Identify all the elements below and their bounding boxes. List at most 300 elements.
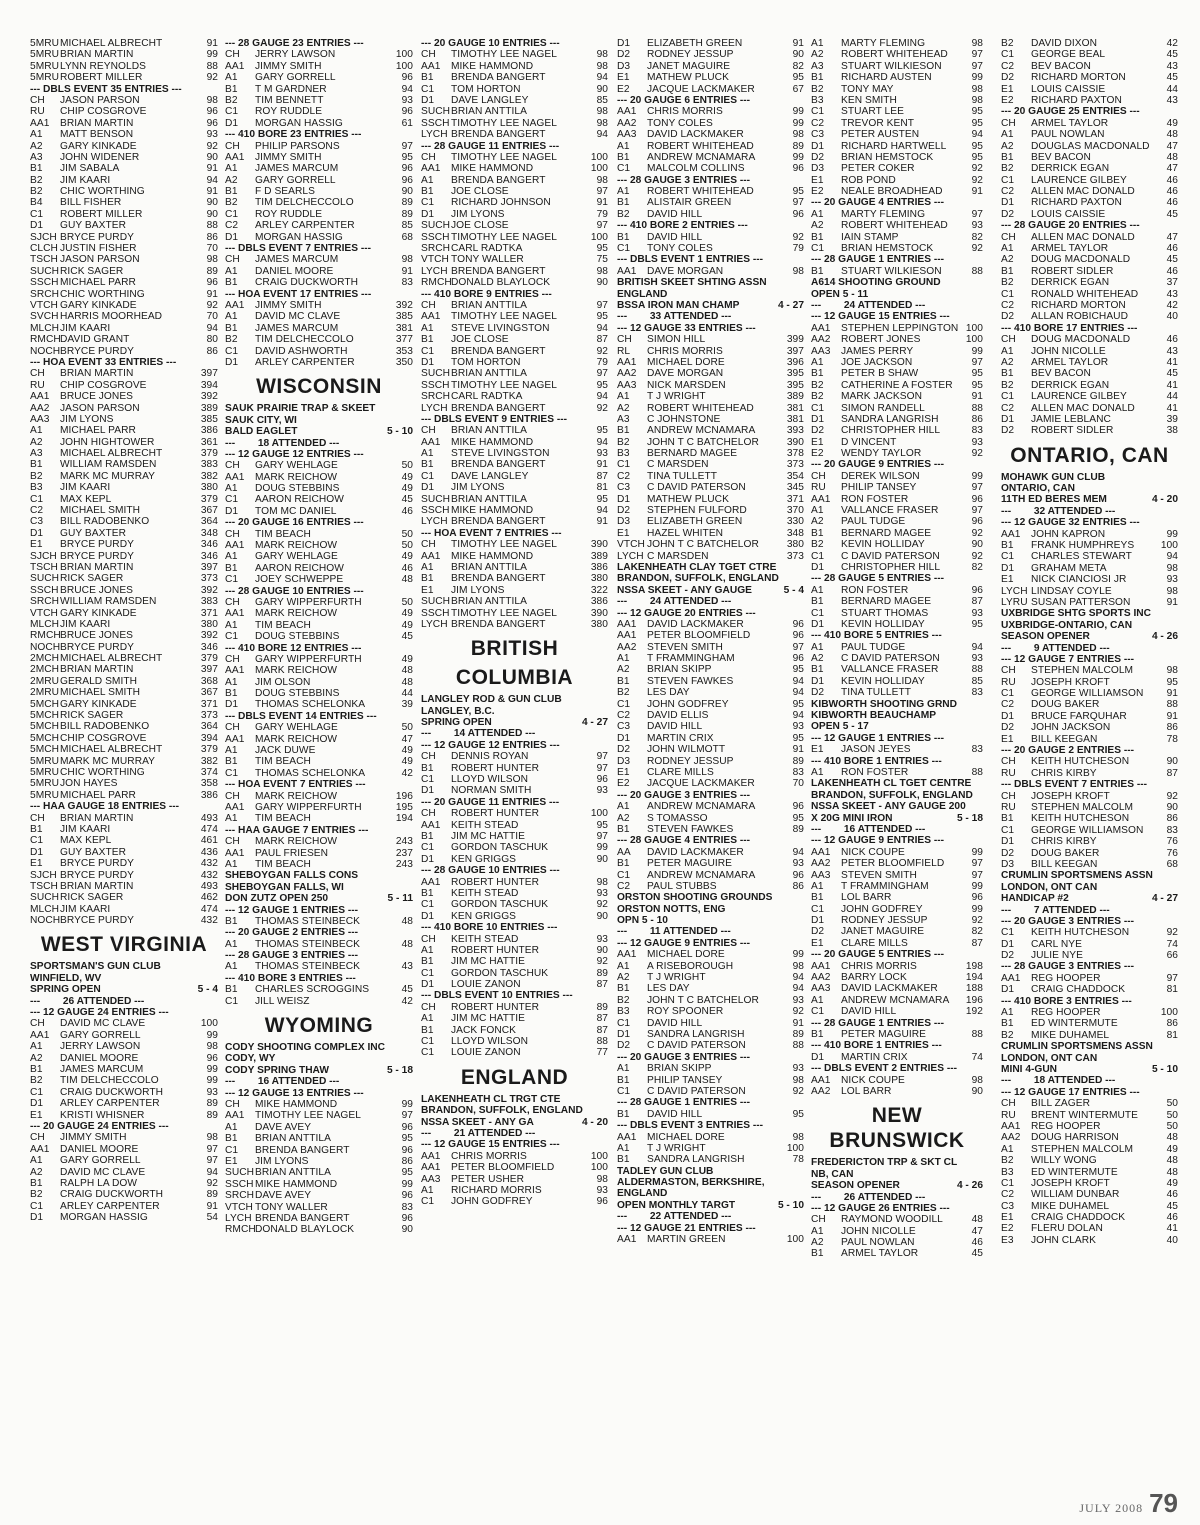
shooter-name: PHILIP TANSEY <box>647 1074 723 1086</box>
shoot-name: BSSA IRON MAN CHAMP <box>617 299 740 311</box>
result-row <box>617 197 804 208</box>
score: 88 <box>971 767 983 778</box>
result-row <box>617 642 804 653</box>
shooter-name: BRIAN MARTIN <box>60 561 134 573</box>
class-code: B1 <box>225 322 238 334</box>
score: 46 <box>971 1237 983 1249</box>
shooter-name: MICHAEL PARR <box>60 277 136 289</box>
shooter-name: STEVEN SMITH <box>841 869 917 881</box>
shooter-name: DAVID ELLIS <box>647 710 709 722</box>
score: 49 <box>401 653 413 665</box>
score: 95 <box>792 664 804 676</box>
shooter-name: ROBERT WHITEHEAD <box>647 402 754 414</box>
class-code: D1 <box>421 979 435 991</box>
class-code: C1 <box>30 493 44 505</box>
shooter-name: ROBERT WHITEHEAD <box>647 186 754 198</box>
result-row <box>225 722 413 733</box>
shooter-name: GORDON TASCHUK <box>451 967 549 979</box>
shooter-name: CLARE MILLS <box>647 767 714 778</box>
result-row <box>30 220 218 231</box>
result-row <box>30 630 218 641</box>
result-row <box>421 888 608 899</box>
shooter-name: CHARLES SCROGGINS <box>255 984 370 996</box>
shooter-name: BRIAN ANTTILA <box>451 493 527 505</box>
class-code: LYCH <box>421 516 448 528</box>
event-header: --- 20 GAUGE 4 ENTRIES --- <box>811 197 945 209</box>
score: 82 <box>971 561 983 573</box>
score: 91 <box>792 744 804 756</box>
class-code: SUCH <box>421 368 451 380</box>
score: 99 <box>401 1178 413 1190</box>
club-info-line: CODY SHOOTING COMPLEX INC <box>225 1042 385 1054</box>
result-row <box>421 877 608 888</box>
result-row <box>421 1025 608 1036</box>
class-code: CH <box>30 94 45 106</box>
class-code: D3 <box>617 755 631 767</box>
result-row <box>30 118 218 129</box>
shooter-name: MICHAEL DORE <box>647 949 725 961</box>
class-code: A1 <box>617 653 630 665</box>
shooter-name: BRIAN ANTTILA <box>451 561 527 573</box>
class-code: 5MCH <box>30 732 60 744</box>
result-row <box>225 494 413 505</box>
result-row <box>1001 1201 1178 1212</box>
shooter-name: REG HOOPER <box>1031 1120 1101 1132</box>
result-row <box>225 608 413 619</box>
shooter-name: GARY WIPPERFURTH <box>255 802 362 813</box>
event-header: --- 12 GAUGE 12 ENTRIES --- <box>421 739 560 751</box>
score: 392 <box>200 630 218 642</box>
shooter-name: DANIEL MOORE <box>255 265 334 277</box>
class-code: SRCH <box>225 1190 255 1202</box>
score: 92 <box>971 915 983 927</box>
shooter-name: LOL BARR <box>841 1085 892 1097</box>
score: 378 <box>786 448 804 460</box>
result-row <box>811 505 983 516</box>
class-code: E1 <box>225 1155 238 1167</box>
class-code: CH <box>1001 1098 1016 1110</box>
shooter-name: ROY RUDDLE <box>255 106 323 118</box>
shooter-name: STEVEN FAWKES <box>647 675 734 687</box>
score: 196 <box>395 790 413 802</box>
shooter-name: DOUG STEBBINS <box>255 631 340 643</box>
result-row <box>421 84 608 95</box>
shooter-name: LAURENCE GILBEY <box>1031 174 1127 186</box>
score: 93 <box>596 933 608 945</box>
shooter-name: TIMOTHY LEE NAGEL <box>451 379 557 391</box>
result-row <box>1001 1007 1178 1018</box>
result-row <box>617 459 804 470</box>
result-row <box>811 141 983 152</box>
class-code: D1 <box>421 910 435 922</box>
result-row <box>225 813 413 824</box>
shooter-name: JOE CLOSE <box>451 334 509 346</box>
shooter-name: JERRY LAWSON <box>255 49 336 61</box>
shooter-name: JAMES MARCUM <box>255 163 339 175</box>
class-code: AA2 <box>617 117 637 129</box>
shooter-name: DAVID HILL <box>647 1017 703 1029</box>
result-row <box>421 585 608 596</box>
shooter-name: MORGAN HASSIG <box>255 231 343 243</box>
shooter-name: BRENDA BANGERT <box>451 129 546 141</box>
score: 382 <box>200 470 218 482</box>
event-header: --- 20 GAUGE 10 ENTRIES --- <box>421 38 560 49</box>
score: 96 <box>596 774 608 786</box>
score: 91 <box>792 38 804 49</box>
score: 88 <box>792 1040 804 1052</box>
shoot-date: 5 - 10 <box>777 1199 804 1211</box>
shoot-date: 4 - 20 <box>1151 494 1178 506</box>
event-header: --- HOA EVENT 7 ENTRIES --- <box>421 527 562 539</box>
class-code: B1 <box>617 983 630 995</box>
score: 95 <box>401 1133 413 1145</box>
class-code: E1 <box>1001 574 1014 586</box>
shooter-name: DOUG MACDONALD <box>1031 254 1131 266</box>
shooter-name: THOMAS STEINBECK <box>255 961 360 973</box>
shooter-name: JON HAYES <box>60 778 118 790</box>
score: 42 <box>1166 299 1178 311</box>
score: 70 <box>206 311 218 323</box>
class-code: B1 <box>1001 368 1014 380</box>
score: 370 <box>786 505 804 517</box>
class-code: AA1 <box>421 876 441 888</box>
class-code: C1 <box>1001 1177 1015 1189</box>
shooter-name: BRIAN ANTTILA <box>255 1133 331 1145</box>
class-code: C1 <box>617 1017 631 1029</box>
shooter-name: JIM KAARI <box>60 482 111 494</box>
score: 95 <box>596 493 608 505</box>
score: 94 <box>792 846 804 858</box>
score: 45 <box>401 984 413 996</box>
result-row <box>617 334 804 345</box>
result-row <box>1001 277 1178 288</box>
class-code: A1 <box>225 813 238 825</box>
shooter-name: SANDRA LANGRISH <box>647 1028 745 1040</box>
score: 97 <box>596 299 608 311</box>
class-code: A1 <box>225 858 238 870</box>
event-header: --- 12 GAUGE 24 ENTRIES --- <box>30 1007 169 1019</box>
shooter-name: JOHN T C BATCHELOR <box>647 994 759 1006</box>
shooter-name: STEVE LIVINGSTON <box>451 322 550 334</box>
shoot-date: 5 - 4 <box>783 584 804 596</box>
class-code: B2 <box>811 539 824 551</box>
class-code: B2 <box>30 470 43 482</box>
class-code: A1 <box>811 38 824 49</box>
shooter-name: F D SEARLS <box>255 186 315 198</box>
score: 96 <box>401 174 413 186</box>
score: 95 <box>792 1108 804 1120</box>
result-row <box>617 619 804 630</box>
attendance-line: --- 24 ATTENDED --- <box>811 299 926 311</box>
score: 45 <box>1166 49 1178 61</box>
result-row <box>617 699 804 710</box>
class-code: CLCH <box>30 243 58 255</box>
result-row <box>1001 768 1178 779</box>
score: 96 <box>401 72 413 84</box>
class-code: C1 <box>811 903 825 915</box>
result-row <box>617 38 804 49</box>
class-code: CH <box>225 836 240 848</box>
score: 74 <box>971 1051 983 1063</box>
club-info-line: SAUK CITY, WI <box>225 414 297 426</box>
class-code: A1 <box>811 767 824 778</box>
shooter-name: MIKE HAMMOND <box>451 60 534 72</box>
score: 90 <box>596 83 608 95</box>
shooter-name: T M GARDNER <box>255 83 327 95</box>
result-row <box>30 858 218 869</box>
class-code: D2 <box>617 744 631 756</box>
result-row <box>1001 1132 1178 1143</box>
class-code: B1 <box>617 231 630 243</box>
class-code: B2 <box>811 83 824 95</box>
result-row <box>811 858 983 869</box>
class-code: RMCH <box>421 277 452 289</box>
class-code: SJCH <box>30 550 57 562</box>
class-code: B2 <box>1001 1029 1014 1041</box>
result-row <box>421 494 608 505</box>
class-code: AA1 <box>225 151 245 163</box>
shooter-name: STEVEN SMITH <box>647 641 723 653</box>
score: 95 <box>401 1167 413 1179</box>
score: 97 <box>971 60 983 72</box>
score: 90 <box>206 208 218 220</box>
score: 390 <box>590 539 608 551</box>
result-row <box>225 802 413 813</box>
score: 93 <box>401 94 413 106</box>
result-row <box>225 1224 413 1235</box>
shooter-name: ARMEL TAYLOR <box>841 1248 919 1260</box>
result-row <box>1001 311 1178 322</box>
shooter-name: MARTY FLEMING <box>841 208 926 220</box>
result-row <box>421 391 608 402</box>
result-row <box>421 459 608 470</box>
score: 99 <box>206 1075 218 1087</box>
class-code: C2 <box>1001 60 1015 72</box>
class-code: E2 <box>811 448 824 460</box>
shoot-title-line <box>225 426 413 437</box>
score: 196 <box>965 994 983 1006</box>
result-row <box>225 916 413 927</box>
shooter-name: DONALD BLAYLOCK <box>451 277 551 289</box>
score: 81 <box>1166 1029 1178 1041</box>
shooter-name: JIM MC HATTIE <box>451 956 526 968</box>
result-row <box>617 778 804 789</box>
score: 86 <box>971 413 983 425</box>
class-code: VTCH <box>617 539 645 551</box>
class-code: B2 <box>617 687 630 699</box>
result-row <box>1001 1155 1178 1166</box>
score: 100 <box>200 1018 218 1030</box>
result-row <box>30 129 218 140</box>
result-row <box>30 573 218 584</box>
score: 358 <box>200 778 218 790</box>
shooter-name: DOUG STEBBINS <box>255 688 340 700</box>
result-row <box>617 1006 804 1017</box>
class-code: A1 <box>811 1225 824 1237</box>
score: 93 <box>596 1184 608 1196</box>
shooter-name: DAVID LACKMAKER <box>841 983 938 995</box>
shooter-name: MARK MC MURRAY <box>60 755 156 767</box>
result-row <box>30 334 218 345</box>
score: 82 <box>792 60 804 72</box>
shoot-title-line <box>617 1200 804 1211</box>
shooter-name: GEORGE WILLIAMSON <box>1031 688 1144 700</box>
class-code: AA2 <box>811 858 831 870</box>
score: 50 <box>401 460 413 472</box>
event-header: --- 12 GAUGE 33 ENTRIES --- <box>617 322 756 334</box>
event-header: --- 20 GAUGE 24 ENTRIES --- <box>30 1120 169 1132</box>
shooter-name: ROY SPOONER <box>647 1006 724 1018</box>
shooter-name: MICHAEL DORE <box>647 1131 725 1143</box>
class-code: B1 <box>421 459 434 471</box>
shooter-name: JANET MAGUIRE <box>841 926 925 938</box>
class-code: C1 <box>617 698 631 710</box>
shoot-title-line <box>811 1180 983 1191</box>
class-code: C1 <box>421 967 435 979</box>
class-code: C1 <box>421 83 435 95</box>
club-info-line: MOHAWK GUN CLUB <box>1001 471 1106 483</box>
class-code: D2 <box>1001 425 1015 437</box>
score: 50 <box>401 596 413 608</box>
result-row <box>811 61 983 72</box>
result-row <box>617 368 804 379</box>
class-code: AA1 <box>225 540 245 552</box>
score: 380 <box>200 482 218 494</box>
attendance-line: --- 21 ATTENDED --- <box>421 1127 536 1139</box>
result-row <box>421 911 608 922</box>
result-row <box>811 619 983 630</box>
shoot-date: 5 - 18 <box>386 1064 413 1076</box>
result-row <box>1001 665 1178 676</box>
class-code: E1 <box>617 527 630 539</box>
shooter-name: TOM HORTON <box>451 356 521 368</box>
class-code: B1 <box>1001 151 1014 163</box>
result-row <box>1001 551 1178 562</box>
class-code: AA2 <box>811 972 831 984</box>
class-code: B1 <box>225 562 238 574</box>
score: 43 <box>1166 345 1178 357</box>
shooter-name: DANIEL MOORE <box>60 1143 139 1155</box>
class-code: RU <box>1001 802 1016 813</box>
shooter-name: DAVID LACKMAKER <box>647 129 744 141</box>
result-row <box>617 961 804 972</box>
score: 41 <box>1166 379 1178 391</box>
class-code: 5MRU <box>30 755 60 767</box>
shooter-name: JOHN NICOLLE <box>841 1225 916 1237</box>
result-row <box>617 209 804 220</box>
shooter-name: JASON PARSON <box>60 94 140 106</box>
event-header: --- 410 BORE 12 ENTRIES --- <box>225 642 362 654</box>
shooter-name: SANDRA LANGRISH <box>647 1154 745 1166</box>
result-row <box>617 471 804 482</box>
shooter-name: BILL FISHER <box>60 197 122 209</box>
class-code: AA3 <box>421 1173 441 1185</box>
class-code: RU <box>1001 676 1016 688</box>
class-code: D1 <box>811 618 825 630</box>
shoot-name: NSSA SKEET - ANY GA <box>421 1116 534 1128</box>
event-header: --- 410 BORE 1 ENTRIES --- <box>811 755 942 767</box>
club-info-line: UXBRIDGE-ONTARIO, CAN <box>1001 619 1133 631</box>
score: 361 <box>200 436 218 448</box>
shooter-name: TIM DELCHECCOLO <box>255 197 354 209</box>
shooter-name: MIKE HAMMOND <box>255 1178 338 1190</box>
result-row <box>1001 129 1178 140</box>
shooter-name: JULIE NYE <box>1031 950 1083 962</box>
shooter-name: WILLY WONG <box>1031 1155 1097 1167</box>
shooter-name: DAVE MORGAN <box>647 368 724 380</box>
shooter-name: ROBERT HUNTER <box>451 1001 540 1013</box>
score: 380 <box>786 539 804 551</box>
score: 99 <box>206 1063 218 1075</box>
class-code: SSCH <box>225 1178 254 1190</box>
result-row <box>1001 1178 1178 1189</box>
club-info-line: KIBWORTH SHOOTING GRND <box>811 698 958 710</box>
result-row <box>30 141 218 152</box>
class-code: D3 <box>617 516 631 528</box>
class-code: B1 <box>617 1154 630 1166</box>
result-row <box>421 346 608 357</box>
score: 195 <box>395 802 413 813</box>
shooter-name: GARY WIPPERFURTH <box>255 653 362 665</box>
class-code: D1 <box>30 527 44 539</box>
class-code: D1 <box>1001 413 1015 425</box>
class-code: D1 <box>617 732 631 744</box>
shooter-name: GUY BAXTER <box>60 846 126 858</box>
result-row <box>30 528 218 539</box>
shooter-name: STEPHEN FULFORD <box>647 505 747 517</box>
class-code: D1 <box>811 140 825 152</box>
class-code: D2 <box>811 687 825 699</box>
class-code: AA1 <box>30 117 50 129</box>
score: 88 <box>971 1028 983 1040</box>
club-info-line: CRUMLIN SPORTSMENS ASSN <box>1001 870 1153 882</box>
shooter-name: DAVID MC CLAVE <box>60 1018 146 1030</box>
class-code: B2 <box>30 174 43 186</box>
score: 41 <box>1166 1223 1178 1235</box>
score: 95 <box>596 243 608 255</box>
class-code: D2 <box>1001 722 1015 734</box>
shooter-name: GARY WEHLAGE <box>255 460 338 472</box>
score: 393 <box>786 425 804 437</box>
shooter-name: KEVIN HOLLIDAY <box>841 618 925 630</box>
class-code: B2 <box>811 391 824 403</box>
score: 83 <box>971 425 983 437</box>
class-code: RU <box>30 106 45 118</box>
result-row <box>30 642 218 653</box>
result-row <box>30 562 218 573</box>
result-row <box>617 141 804 152</box>
club-info-line: BRANDON, SUFFOLK, ENGLAND <box>617 573 779 585</box>
result-row <box>30 368 218 379</box>
score: 94 <box>596 391 608 403</box>
shooter-name: JIM MC HATTIE <box>451 1013 526 1025</box>
class-code: CH <box>225 254 240 266</box>
class-code: A1 <box>30 1155 43 1167</box>
result-row <box>225 677 413 688</box>
result-row <box>811 84 983 95</box>
class-code: TSCH <box>30 880 58 892</box>
score: 432 <box>200 915 218 927</box>
shooter-name: MICHAEL ALBRECHT <box>60 38 163 49</box>
shooter-name: STUART LEE <box>841 106 904 118</box>
class-code: D3 <box>617 60 631 72</box>
class-code: 5MRU <box>30 767 60 778</box>
shooter-name: HAZEL WHITEN <box>647 527 724 539</box>
shooter-name: GRAHAM META <box>1031 562 1107 574</box>
shooter-name: CHIC WORTHING <box>60 186 145 198</box>
result-row <box>1001 289 1178 300</box>
score: 89 <box>401 208 413 220</box>
